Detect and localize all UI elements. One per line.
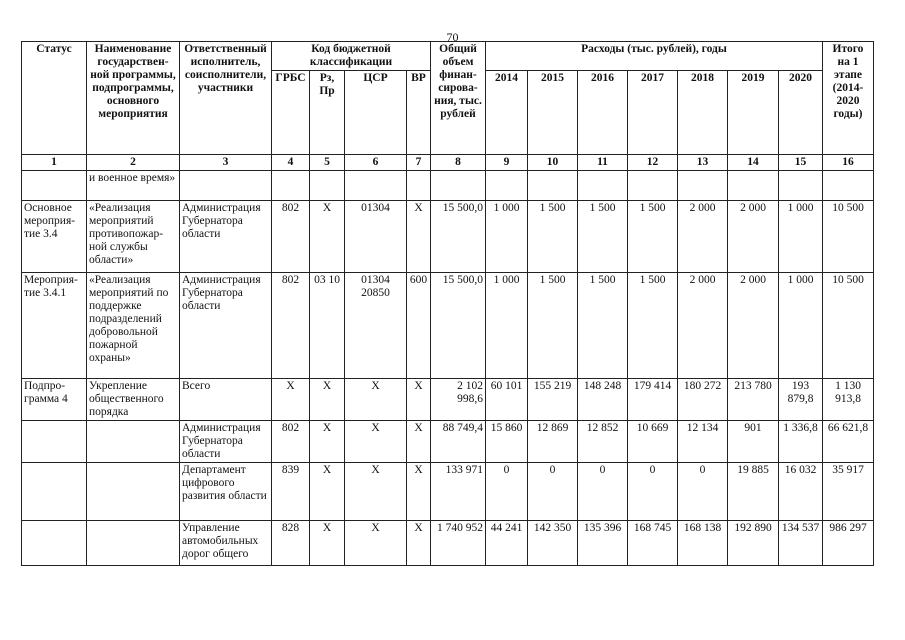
vr-cell: Х [407, 463, 431, 521]
year-value-cell: 1 000 [486, 273, 528, 379]
year-value-cell: 213 780 [728, 379, 779, 421]
executor-cell: Администрация Губернатора области [180, 273, 272, 379]
year-value-cell: 12 134 [678, 421, 728, 463]
year-value-cell: 12 852 [578, 421, 628, 463]
rz-pr-cell: Х [310, 421, 345, 463]
status-cell [22, 421, 87, 463]
col-number: 9 [486, 155, 528, 171]
stage-total-cell: 986 297 [823, 521, 874, 566]
vr-cell: Х [407, 421, 431, 463]
executor-cell: Департамент цифрового развития области [180, 463, 272, 521]
name-cell: «Реализация мероприятий противопожар-ной службы области» [87, 201, 180, 273]
rz-pr-cell: 03 10 [310, 273, 345, 379]
stage-total-cell: 35 917 [823, 463, 874, 521]
grbs-cell: 839 [272, 463, 310, 521]
year-value-cell: 168 745 [628, 521, 678, 566]
stage-total-cell: 66 621,8 [823, 421, 874, 463]
total-cell: 15 500,0 [431, 273, 486, 379]
year-value-cell: 0 [628, 463, 678, 521]
csr-cell: Х [345, 463, 407, 521]
executor-cell: Администрация Губернатора области [180, 201, 272, 273]
vr-cell: 600 [407, 273, 431, 379]
header-rz-pr: Рз, Пр [310, 71, 345, 155]
csr-cell [345, 171, 407, 201]
vr-cell: Х [407, 379, 431, 421]
grbs-cell: 828 [272, 521, 310, 566]
year-value-cell: 179 414 [628, 379, 678, 421]
header-executor: Ответственный исполнитель, соисполнители, участники [180, 42, 272, 155]
year-value-cell: 0 [486, 463, 528, 521]
year-value-cell: 1 500 [578, 273, 628, 379]
csr-cell: 01304 20850 [345, 273, 407, 379]
year-value-cell: 15 860 [486, 421, 528, 463]
col-number: 5 [310, 155, 345, 171]
year-value-cell: 1 500 [628, 273, 678, 379]
year-value-cell: 2 000 [728, 201, 779, 273]
year-value-cell: 0 [578, 463, 628, 521]
col-number: 10 [528, 155, 578, 171]
year-value-cell: 1 500 [528, 201, 578, 273]
col-number: 3 [180, 155, 272, 171]
table-row [22, 273, 874, 379]
header-vr: ВР [407, 71, 431, 155]
vr-cell: Х [407, 201, 431, 273]
stage-total-cell: 10 500 [823, 201, 874, 273]
total-cell: 2 102 998,6 [431, 379, 486, 421]
header-year-2015: 2015 [528, 71, 578, 155]
year-value-cell: 16 032 [779, 463, 823, 521]
header-grbs: ГРБС [272, 71, 310, 155]
csr-cell: 01304 [345, 201, 407, 273]
year-value-cell: 142 350 [528, 521, 578, 566]
year-value-cell [528, 171, 578, 201]
col-number: 7 [407, 155, 431, 171]
name-cell [87, 463, 180, 521]
total-cell [431, 171, 486, 201]
stage-total-cell [823, 171, 874, 201]
grbs-cell: Х [272, 379, 310, 421]
year-value-cell: 180 272 [678, 379, 728, 421]
rz-pr-cell: Х [310, 201, 345, 273]
year-value-cell: 1 500 [578, 201, 628, 273]
table-row [22, 201, 874, 273]
table-row [22, 379, 874, 421]
status-cell [22, 521, 87, 566]
total-cell: 88 749,4 [431, 421, 486, 463]
grbs-cell: 802 [272, 421, 310, 463]
col-number: 4 [272, 155, 310, 171]
stage-total-cell: 1 130 913,8 [823, 379, 874, 421]
rz-pr-cell: Х [310, 463, 345, 521]
table-row [22, 171, 874, 201]
name-cell: и военное время» [87, 171, 180, 201]
year-value-cell: 44 241 [486, 521, 528, 566]
header-total: Общий объем финан-сирова-ния, тыс. рублей [431, 42, 486, 155]
header-budget-code: Код бюджетной классификации [272, 42, 431, 71]
name-cell: Укрепление общественного порядка [87, 379, 180, 421]
table-row [22, 463, 874, 521]
col-number: 13 [678, 155, 728, 171]
table-row [22, 421, 874, 463]
year-value-cell: 1 000 [779, 201, 823, 273]
col-number: 8 [431, 155, 486, 171]
col-number: 12 [628, 155, 678, 171]
grbs-cell [272, 171, 310, 201]
year-value-cell [486, 171, 528, 201]
col-number: 2 [87, 155, 180, 171]
status-cell: Основное мероприя-тие 3.4 [22, 201, 87, 273]
grbs-cell: 802 [272, 273, 310, 379]
header-expenses: Расходы (тыс. рублей), годы [486, 42, 823, 71]
year-value-cell: 168 138 [678, 521, 728, 566]
col-number: 6 [345, 155, 407, 171]
header-year-2020: 2020 [779, 71, 823, 155]
year-value-cell [578, 171, 628, 201]
executor-cell: Управление автомобильных дорог общего [180, 521, 272, 566]
status-cell [22, 463, 87, 521]
status-cell: Мероприя-тие 3.4.1 [22, 273, 87, 379]
year-value-cell: 0 [678, 463, 728, 521]
year-value-cell: 2 000 [678, 201, 728, 273]
year-value-cell [628, 171, 678, 201]
year-value-cell: 2 000 [728, 273, 779, 379]
executor-cell: Администрация Губернатора области [180, 421, 272, 463]
header-year-2017: 2017 [628, 71, 678, 155]
vr-cell: Х [407, 521, 431, 566]
csr-cell: Х [345, 421, 407, 463]
col-number: 1 [22, 155, 87, 171]
name-cell [87, 421, 180, 463]
stage-total-cell: 10 500 [823, 273, 874, 379]
csr-cell: Х [345, 379, 407, 421]
csr-cell: Х [345, 521, 407, 566]
year-value-cell: 1 000 [486, 201, 528, 273]
year-value-cell: 134 537 [779, 521, 823, 566]
total-cell: 1 740 952 [431, 521, 486, 566]
column-number-row [22, 155, 874, 171]
year-value-cell: 192 890 [728, 521, 779, 566]
col-number: 14 [728, 155, 779, 171]
year-value-cell: 1 336,8 [779, 421, 823, 463]
vr-cell [407, 171, 431, 201]
total-cell: 15 500,0 [431, 201, 486, 273]
header-year-2019: 2019 [728, 71, 779, 155]
year-value-cell: 1 500 [628, 201, 678, 273]
year-value-cell: 148 248 [578, 379, 628, 421]
header-year-2014: 2014 [486, 71, 528, 155]
year-value-cell: 0 [528, 463, 578, 521]
rz-pr-cell: Х [310, 521, 345, 566]
year-value-cell: 155 219 [528, 379, 578, 421]
status-cell: Подпро-грамма 4 [22, 379, 87, 421]
header-year-2018: 2018 [678, 71, 728, 155]
executor-cell [180, 171, 272, 201]
table-row [22, 521, 874, 566]
total-cell: 133 971 [431, 463, 486, 521]
header-csr: ЦСР [345, 71, 407, 155]
year-value-cell: 901 [728, 421, 779, 463]
year-value-cell: 60 101 [486, 379, 528, 421]
header-status: Статус [22, 42, 87, 155]
name-cell [87, 521, 180, 566]
year-value-cell [728, 171, 779, 201]
col-number: 15 [779, 155, 823, 171]
year-value-cell: 193 879,8 [779, 379, 823, 421]
executor-cell: Всего [180, 379, 272, 421]
grbs-cell: 802 [272, 201, 310, 273]
header-name: Наименование государствен-ной программы, подпрограммы, основного мероприятия [87, 42, 180, 155]
year-value-cell: 2 000 [678, 273, 728, 379]
status-cell [22, 171, 87, 201]
header-stage-total: Итого на 1 этапе (2014-2020 годы) [823, 42, 874, 155]
year-value-cell: 135 396 [578, 521, 628, 566]
year-value-cell [779, 171, 823, 201]
year-value-cell: 1 000 [779, 273, 823, 379]
year-value-cell: 12 869 [528, 421, 578, 463]
header-year-2016: 2016 [578, 71, 628, 155]
year-value-cell: 19 885 [728, 463, 779, 521]
page-number: 70 [446, 30, 459, 44]
rz-pr-cell [310, 171, 345, 201]
col-number: 11 [578, 155, 628, 171]
col-number: 16 [823, 155, 874, 171]
name-cell: «Реализация мероприятий по поддержке подразделений добровольной пожарной охраны» [87, 273, 180, 379]
budget-table [21, 41, 874, 566]
year-value-cell: 1 500 [528, 273, 578, 379]
rz-pr-cell: Х [310, 379, 345, 421]
year-value-cell: 10 669 [628, 421, 678, 463]
year-value-cell [678, 171, 728, 201]
